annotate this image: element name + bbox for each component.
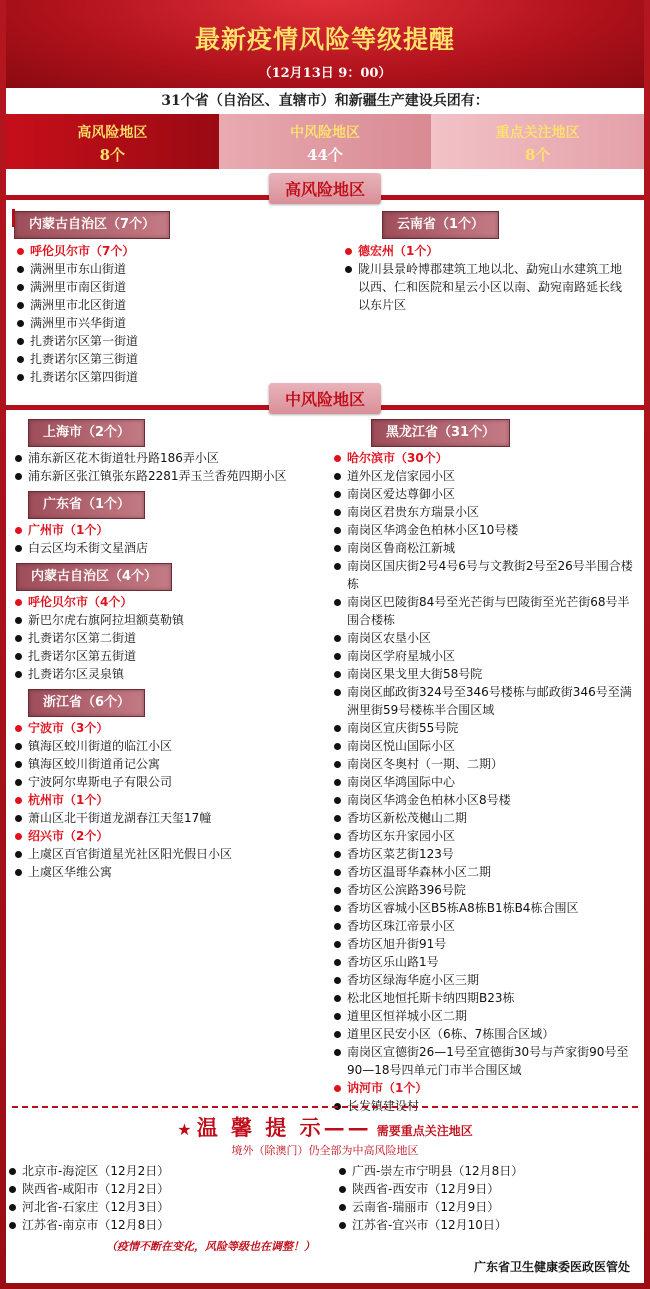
neimenggu-list: [12, 593, 327, 683]
list-item: 南岗区冬奥村（一期、二期）: [331, 755, 636, 773]
list-item: 上虞区华维公寓: [12, 863, 327, 881]
summary-text: 31个省（自治区、直辖市）和新疆生产建设兵团有：: [161, 93, 489, 109]
list-item: 香坊区乐山路1号: [331, 953, 636, 971]
list-item: 南岗区农垦小区: [331, 629, 636, 647]
list-item: 满洲里市东山街道: [14, 260, 336, 278]
list-item: 松北区地恒托斯卡纳四期B23栋: [331, 989, 636, 1007]
high-left-list: [14, 242, 336, 386]
stat-label: 重点关注地区: [495, 125, 580, 141]
province-tag: 黑龙江省（31个）: [371, 419, 510, 447]
list-item: 香坊区珠江帝景小区: [331, 917, 636, 935]
city-item: 杭州市（1个）: [12, 791, 327, 809]
update-time: （12月13日 9：00）: [258, 66, 392, 81]
bracket: [12, 209, 15, 227]
tips-note: 境外（除澳门）仍全部为中高风险地区: [231, 1144, 419, 1157]
list-item: 香坊区新松茂樾山二期: [331, 809, 636, 827]
tips-right-list: [336, 1162, 636, 1234]
heilongjiang-list: [331, 449, 636, 1115]
tips-title: 温 馨 提 示——: [196, 1115, 372, 1140]
high-right-column: [336, 209, 636, 379]
list-item: 南岗区学府星城小区: [331, 647, 636, 665]
medium-risk-section-header: [6, 379, 644, 419]
list-item: 陕西省-咸阳市（12月2日）: [6, 1180, 336, 1198]
stat-medium: [219, 114, 432, 169]
stat-label: 中风险地区: [290, 125, 360, 141]
list-item: 南岗区果戈里大街58号院: [331, 665, 636, 683]
list-item: 南岗区鲁商松江新城: [331, 539, 636, 557]
list-item: 扎赉诺尔区第四街道: [14, 368, 336, 386]
tips-section: [6, 1112, 644, 1278]
stat-value: 8个: [524, 146, 551, 164]
list-item: 镇海区蛟川街道甬记公寓: [12, 755, 327, 773]
list-item: 扎赉诺尔区第五街道: [12, 647, 327, 665]
list-item: 陕西省-西安市（12月9日）: [336, 1180, 636, 1198]
list-item: 满洲里市兴华街道: [14, 314, 336, 332]
tips-columns: [6, 1162, 644, 1234]
province-tag: 内蒙古自治区（4个）: [16, 563, 172, 591]
list-item: 道里区恒祥城小区二期: [331, 1007, 636, 1025]
list-item: 南岗区华鸿金色柏林小区8号楼: [331, 791, 636, 809]
list-item: 南岗区巴陵街84号至光芒街与巴陵街至光芒街68号半围合楼栋: [331, 593, 636, 629]
section-title: 高风险地区: [269, 173, 381, 204]
list-item: 江苏省-宜兴市（12月10日）: [336, 1216, 636, 1234]
city-item: 宁波市（3个）: [12, 719, 327, 737]
list-item: 南岗区邮政街324号至346号楼栋与邮政街346号至满洲里街59号楼栋半合围区域: [331, 683, 636, 719]
list-item: 道里区民安小区（6栋、7栋围合区域）: [331, 1025, 636, 1043]
city-item: 广州市（1个）: [12, 521, 327, 539]
tips-divider: [12, 1106, 638, 1108]
city-item: 呼伦贝尔市（4个）: [12, 593, 327, 611]
high-risk-section-header: [6, 169, 644, 209]
list-item: 新巴尔虎右旗阿拉坦额莫勒镇: [12, 611, 327, 629]
stat-value: 8个: [99, 146, 126, 164]
list-item: 陇川县景岭博郡建筑工地以北、勐宛山水建筑工地以西、仁和医院和星云小区以南、勐宛南路延长线以东片区: [342, 260, 627, 314]
list-item: 浦东新区张江镇张东路2281弄玉兰香苑四期小区: [12, 467, 327, 485]
tips-header: [6, 1112, 644, 1142]
shanghai-list: [12, 449, 327, 485]
list-item: 道外区龙信家园小区: [331, 467, 636, 485]
list-item: 香坊区公滨路396号院: [331, 881, 636, 899]
list-item: 香坊区睿城小区B5栋A8栋B1栋B4栋合围区: [331, 899, 636, 917]
list-item: 扎赉诺尔区第二街道: [12, 629, 327, 647]
stat-label: 高风险地区: [77, 125, 148, 141]
tips-subtitle: 需要重点关注地区: [376, 1124, 473, 1138]
list-item: 满洲里市南区街道: [14, 278, 336, 296]
list-item: 南岗区爱达尊御小区: [331, 485, 636, 503]
list-item: 白云区均禾街文星酒店: [12, 539, 327, 557]
list-item: 南岗区国庆街2号4号6号与文教街2号至26号半围合楼栋: [331, 557, 636, 593]
guangdong-list: [12, 521, 327, 557]
city-item: 哈尔滨市（30个）: [331, 449, 636, 467]
medium-left-column: [6, 419, 327, 1099]
zhejiang-list: [12, 719, 327, 881]
list-item: 香坊区绿海华庭小区三期: [331, 971, 636, 989]
list-item: 南岗区华鸿金色柏林小区10号楼: [331, 521, 636, 539]
list-item: 浦东新区花木街道牡丹路186弄小区: [12, 449, 327, 467]
content-panel: [6, 88, 644, 1283]
list-item: 香坊区东升家园小区: [331, 827, 636, 845]
list-item: 江苏省-南京市（12月8日）: [6, 1216, 336, 1234]
province-tag: 广东省（1个）: [28, 491, 145, 519]
list-item: 河北省-石家庄（12月3日）: [6, 1198, 336, 1216]
city-item: 德宏州（1个）: [342, 242, 627, 260]
list-item: 满洲里市北区街道: [14, 296, 336, 314]
list-item: 广西-崇左市宁明县（12月8日）: [336, 1162, 636, 1180]
high-risk-columns: [6, 209, 644, 384]
city-item: 呼伦贝尔市（7个）: [14, 242, 336, 260]
city-item: 讷河市（1个）: [331, 1079, 636, 1097]
list-item: 南岗区君贵东方瑞景小区: [331, 503, 636, 521]
list-item: 扎赉诺尔区第一街道: [14, 332, 336, 350]
list-item: 南岗区悦山国际小区: [331, 737, 636, 755]
stats-bar: [6, 114, 644, 169]
list-item: 长发镇建设村: [331, 1097, 636, 1115]
tips-left-list: [6, 1162, 336, 1234]
list-item: 南岗区宣德街26—1号至宣德街30号与芦家街90号至90—18号四单元门市半合围区域: [331, 1043, 636, 1079]
list-item: 香坊区菜艺街123号: [331, 845, 636, 863]
star-icon: ★: [177, 1120, 192, 1139]
list-item: 南岗区宣庆街55号院: [331, 719, 636, 737]
list-item: 香坊区旭升街91号: [331, 935, 636, 953]
list-item: 萧山区北干街道龙湖春江天玺17幢: [12, 809, 327, 827]
province-tag: 上海市（2个）: [28, 419, 145, 447]
stat-focus: [431, 114, 644, 169]
list-item: 镇海区蛟川街道的临江小区: [12, 737, 327, 755]
header: [6, 0, 644, 88]
footer: [6, 1238, 644, 1278]
list-item: 云南省-瑞丽市（12月9日）: [336, 1198, 636, 1216]
province-tag: 内蒙古自治区（7个）: [14, 211, 170, 239]
stat-high: [6, 114, 219, 169]
province-tag: 浙江省（6个）: [28, 689, 145, 717]
stat-value: 44个: [307, 146, 343, 164]
medium-risk-columns: [6, 419, 644, 1113]
section-title: 中风险地区: [269, 383, 381, 414]
city-item: 绍兴市（2个）: [12, 827, 327, 845]
list-item: 扎赉诺尔区灵泉镇: [12, 665, 327, 683]
list-item: 宁波阿尔卑斯电子有限公司: [12, 773, 327, 791]
page-title: 最新疫情风险等级提醒: [194, 25, 455, 54]
tips-left-column: [6, 1162, 336, 1234]
list-item: 南岗区华鸿国际中心: [331, 773, 636, 791]
medium-right-column: [327, 419, 636, 1113]
list-item: 扎赉诺尔区第三街道: [14, 350, 336, 368]
footer-note: （疫情不断在变化，风险等级也在调整！）: [106, 1240, 315, 1253]
high-left-column: [6, 209, 336, 384]
organization: 广东省卫生健康委医政医管处: [473, 1260, 630, 1274]
province-tag: 云南省（1个）: [382, 211, 499, 239]
list-item: 北京市-海淀区（12月2日）: [6, 1162, 336, 1180]
list-item: 香坊区温哥华森林小区二期: [331, 863, 636, 881]
high-right-list: [342, 242, 627, 314]
list-item: 上虞区百官街道星光社区阳光假日小区: [12, 845, 327, 863]
tips-right-column: [336, 1162, 636, 1234]
